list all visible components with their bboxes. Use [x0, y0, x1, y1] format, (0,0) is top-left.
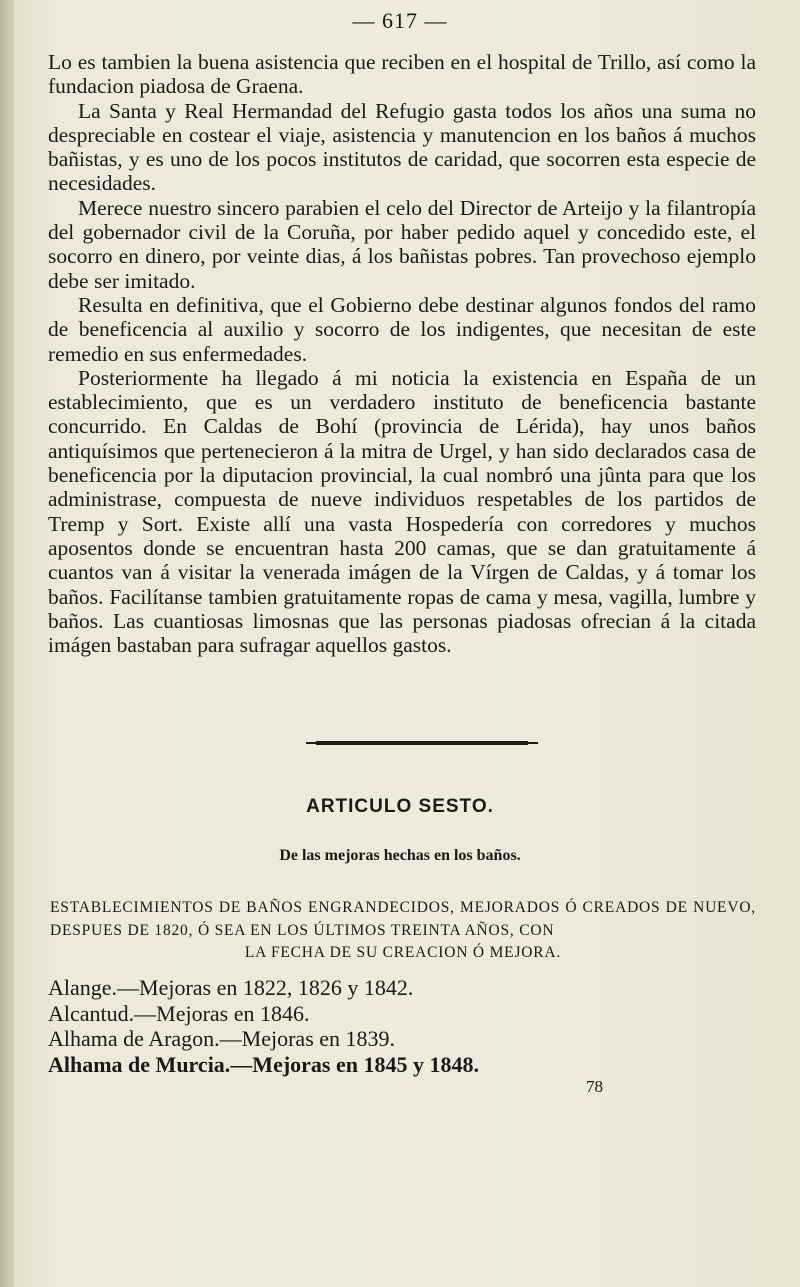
article-heading	[50, 897, 756, 965]
article-title: ARTICULO SESTO.	[306, 796, 494, 817]
list-item: Alcantud.—Mejoras en 1846.	[48, 1000, 310, 1026]
list-item: Alhama de Aragon.—Mejoras en 1839.	[48, 1026, 396, 1051]
article-subtitle: De las mejoras hechas en los baños.	[279, 847, 521, 864]
section-divider	[316, 741, 528, 745]
paragraph: La Santa y Real Hermandad del Refugio gasta todos los años una suma no despreciable en costear el viaje, asistencia y manutencion en los baños á muchos bañistas, y es uno de los pocos institutos de caridad, que socorren esta especie de necesidades.	[48, 98, 756, 196]
paragraph: Merece nuestro sincero parabien el celo del Director de Arteijo y la filantropía del gobernador civil de la Coruña, por haber pedido aquel y concedido este, el socorro en dinero, por veinte dias, á los bañistas pobres. Tan provechoso ejemplo debe ser imitado.	[48, 195, 756, 293]
list-item: Alange.—Mejoras en 1822, 1826 y 1842.	[48, 975, 414, 1000]
paragraph: Posteriormente ha llegado á mi noticia la existencia en España de un establecimiento, que es un verdadero instituto de beneficencia bastante concurrido. En Caldas de Bohí (provincia de Lérida), hay unos baños antiquísimos que pertenecieron á la mitra de Urgel, y han sido declarados casa de beneficencia por la diputacion provincial, la cual nombró una jûnta para que los administrase, compuesta de nueve individuos respetables de los partidos de Tremp y Sort. Existe allí una vasta Hospedería con corredores y muchos aposentos donde se encuentran hasta 200 camas, que se dan gratuitamente á cuantos van á visitar la venerada imágen de la Vírgen de Caldas, y á tomar los baños. Facilítanse tambien gratuitamente ropas de cama y mesa, vagilla, lumbre y baños. Las cuantiosas limosnas que las personas piadosas ofrecian á la citada imágen bastaban para sufragar aquellos gastos.	[48, 365, 756, 658]
page-number: — 617 —	[352, 8, 448, 33]
signature-mark: 78	[586, 1077, 603, 1096]
page-gutter	[0, 0, 14, 1287]
paragraph: Lo es tambien la buena asistencia que reciben en el hospital de Trillo, así como la fundacion piadosa de Graena.	[48, 50, 756, 99]
list-item: Alhama de Murcia.—Mejoras en 1845 y 1848.	[48, 1051, 479, 1077]
article-heading-line: ESTABLECIMIENTOS DE BAÑOS ENGRANDECIDOS, MEJORADOS Ó CREADOS DE NUEVO, DESPUES DE 1820, Ó SEA EN LOS ÚLTIMOS TREINTA AÑOS, CON	[50, 899, 756, 939]
body-text	[48, 50, 756, 657]
paragraph: Resulta en definitiva, que el Gobierno debe destinar algunos fondos del ramo de beneficencia al auxilio y socorro de los indigentes, que necesitan de este remedio en sus enfermedades.	[48, 292, 756, 366]
entries-list	[48, 975, 768, 1077]
article-heading-line: LA FECHA DE SU CREACION Ó MEJORA.	[244, 944, 562, 961]
